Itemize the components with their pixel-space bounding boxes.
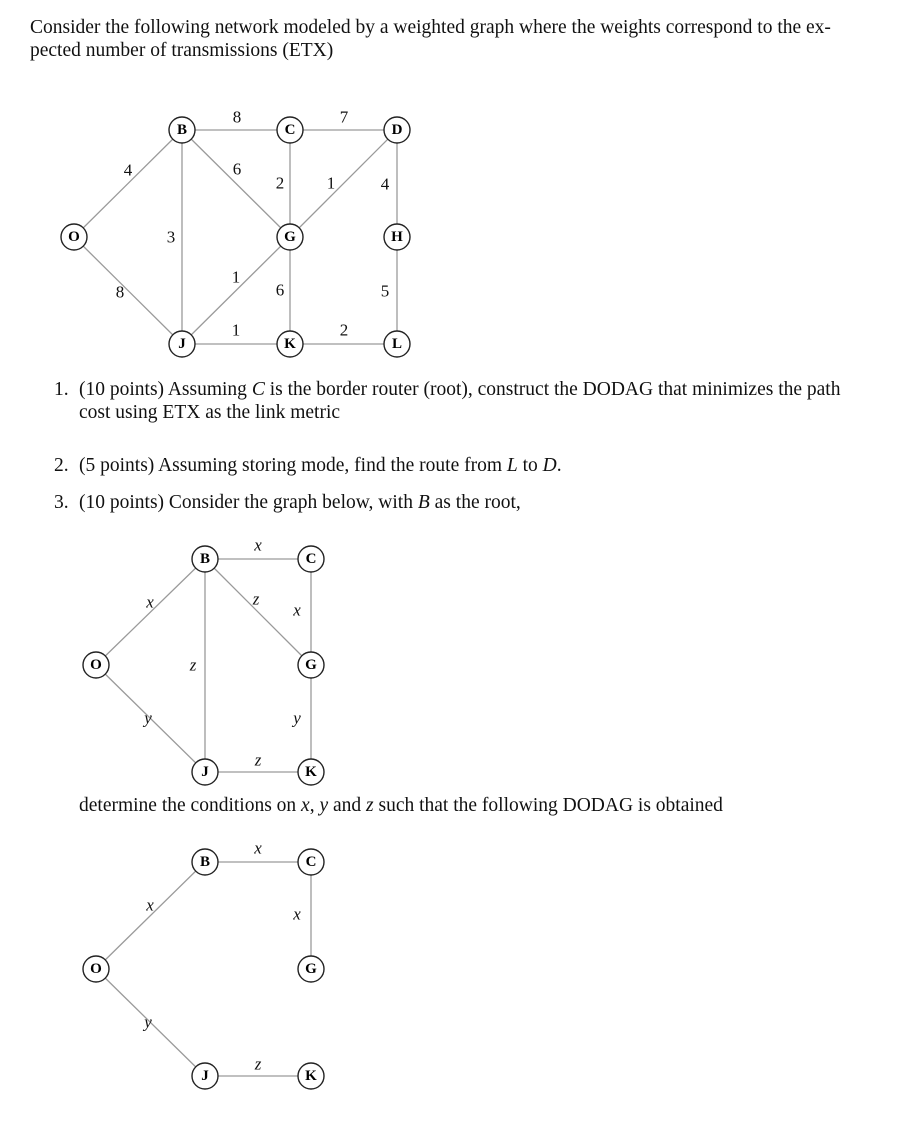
graph-3-edges (96, 862, 311, 1076)
weight-H-L: 5 (380, 281, 390, 301)
g3-weight-O-B: x (146, 895, 154, 915)
svg-text:O: O (90, 657, 102, 673)
weight-B-J: 3 (166, 227, 176, 247)
variable-C: C (251, 379, 265, 400)
weight-B-G: 6 (232, 159, 242, 179)
svg-text:K: K (305, 764, 317, 780)
g2-weight-J-K: z (254, 750, 262, 770)
svg-text:D: D (391, 122, 403, 138)
weight-O-J: 8 (115, 282, 125, 302)
node-C (277, 117, 303, 143)
node-G (277, 224, 303, 250)
node-K (277, 331, 303, 357)
svg-text:C: C (284, 122, 296, 138)
node-J (169, 331, 195, 357)
graph-3 (83, 839, 324, 1090)
svg-text:C: C (305, 551, 317, 567)
svg-text:J: J (201, 1068, 209, 1084)
svg-text:J: J (201, 764, 209, 780)
question-2-number: 2. (54, 455, 69, 476)
svg-text:B: B (199, 854, 211, 870)
g2-node-C (298, 546, 324, 572)
g3-weight-C-G: x (293, 904, 301, 924)
g2-edge-O-B (96, 559, 205, 665)
g3-node-J (192, 1063, 218, 1089)
question-1-line-1: (10 points) Assuming C is the border router (root), construct the DODAG that minimizes the path (79, 379, 841, 400)
variable-D: D (542, 455, 557, 476)
question-1-number: 1. (54, 379, 69, 400)
g2-node-B (192, 546, 218, 572)
g3-weight-J-K: z (254, 1054, 262, 1074)
graph-1-weights (116, 108, 390, 340)
g3-node-C (298, 849, 324, 875)
question-1-line-2: cost using ETX as the link metric (79, 402, 341, 423)
g3-node-K (298, 1063, 324, 1089)
svg-text:K: K (284, 336, 296, 352)
svg-text:L: L (391, 336, 403, 352)
graph-2 (83, 536, 324, 786)
node-O (61, 224, 87, 250)
weight-O-B: 4 (123, 160, 133, 180)
graph-2-edges (96, 559, 311, 772)
svg-text:O: O (90, 961, 102, 977)
node-H (384, 224, 410, 250)
svg-text:H: H (391, 229, 403, 245)
weight-J-K: 1 (231, 320, 241, 340)
g2-weight-O-B: x (146, 592, 154, 612)
g2-weight-O-J: y (144, 708, 152, 728)
weight-C-D: 7 (339, 107, 349, 127)
g2-weight-G-K: y (293, 708, 301, 728)
question-2-text: (5 points) Assuming storing mode, find the route from L to D. (79, 455, 562, 476)
question-3-number: 3. (54, 492, 69, 513)
edge-O-J (74, 237, 182, 344)
svg-text:G: G (305, 961, 317, 977)
svg-text:G: G (305, 657, 317, 673)
g3-edge-O-B (96, 862, 205, 969)
variable-B: B (417, 492, 430, 513)
weight-D-H: 4 (380, 174, 390, 194)
edge-O-B (74, 130, 182, 237)
weight-B-C: 8 (232, 107, 242, 127)
svg-text:B: B (176, 122, 188, 138)
node-D (384, 117, 410, 143)
svg-text:J: J (178, 336, 186, 352)
g2-weight-B-C: x (254, 535, 262, 555)
node-L (384, 331, 410, 357)
graph-3-nodes (83, 849, 324, 1089)
g2-node-O (83, 652, 109, 678)
weight-K-L: 2 (339, 320, 349, 340)
graph-2-nodes (83, 546, 324, 785)
weight-G-J: 1 (231, 267, 241, 287)
g3-node-B (192, 849, 218, 875)
g3-node-O (83, 956, 109, 982)
svg-text:K: K (305, 1068, 317, 1084)
g2-weight-B-J: z (189, 655, 197, 675)
g2-weight-B-G: z (252, 589, 260, 609)
question-3-text: (10 points) Consider the graph below, with B as the root, (79, 492, 521, 513)
g2-node-K (298, 759, 324, 785)
g2-node-G (298, 652, 324, 678)
g3-weight-O-J: y (144, 1012, 152, 1032)
weight-G-K: 6 (275, 280, 285, 300)
g3-node-G (298, 956, 324, 982)
g2-node-J (192, 759, 218, 785)
intro-line-2: pected number of transmissions (ETX) (30, 40, 334, 61)
svg-text:O: O (68, 229, 80, 245)
g3-weight-B-C: x (254, 838, 262, 858)
g2-weight-C-G: x (293, 600, 301, 620)
weight-D-G: 1 (326, 173, 336, 193)
svg-text:C: C (305, 854, 317, 870)
edge-B-G (182, 130, 290, 237)
svg-text:G: G (284, 229, 296, 245)
variable-L: L (506, 455, 518, 476)
svg-text:B: B (199, 551, 211, 567)
weight-C-G: 2 (275, 173, 285, 193)
intro-line-1: Consider the following network modeled by a weighted graph where the weights correspond to the ex- (30, 17, 831, 38)
determine-conditions-text: determine the conditions on x, y and z such that the following DODAG is obtained (79, 795, 723, 816)
node-B (169, 117, 195, 143)
